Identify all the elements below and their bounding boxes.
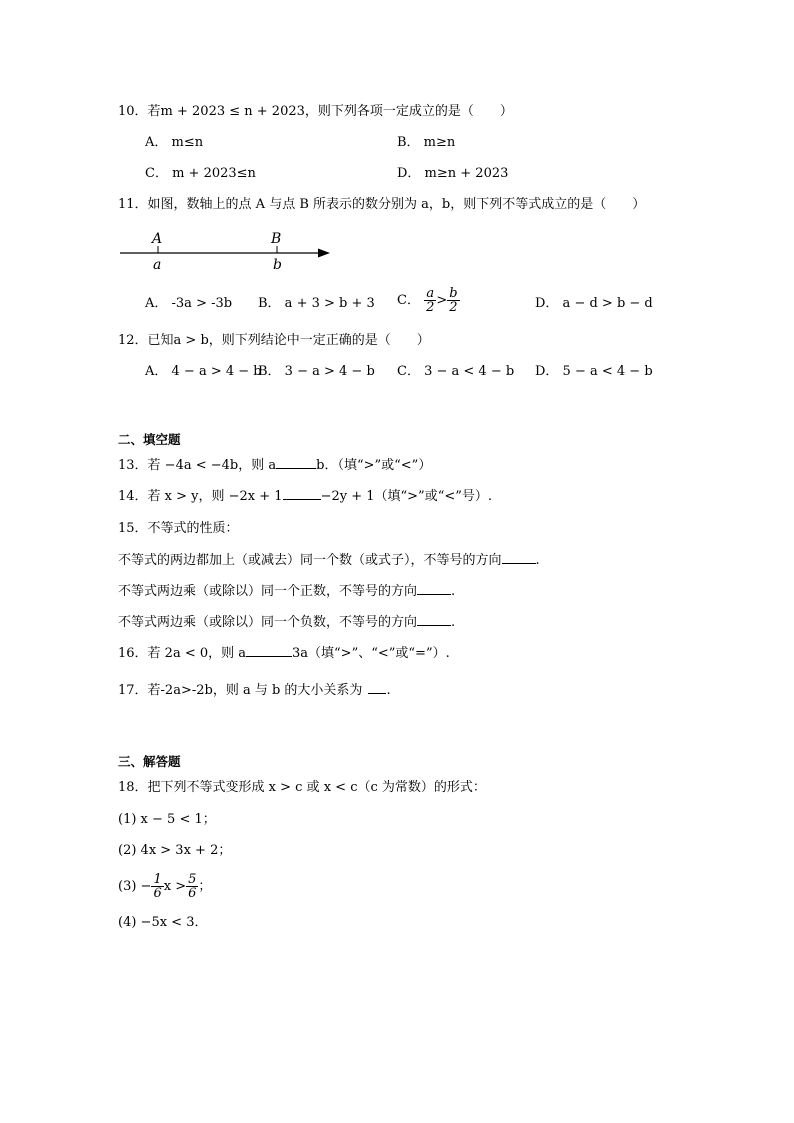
q17-text-before: 17．若-2a>-2b，则 a 与 b 的大小关系为 [118, 683, 363, 698]
q16 [118, 644, 450, 663]
q16-text-before: 16．若 2a < 0，则 a [118, 646, 247, 661]
q18-part-4: (4) −5x < 3． [118, 915, 208, 930]
q12-option-d: D． 5 − a < 4 − b [535, 364, 653, 379]
point-a-label: A [152, 231, 163, 247]
q15-line-1-text: 不等式的两边都加上（或减去）同一个数（或式子），不等号的方向 [118, 553, 502, 568]
value-b-label: b [273, 257, 282, 272]
period: . [451, 584, 456, 599]
q14-text-after: −2y + 1（填“>”或“<”号）. [320, 489, 493, 504]
fraction-numerator: b [449, 286, 458, 301]
q15-line-2-text: 不等式两边乘（或除以）同一个正数，不等号的方向 [118, 584, 418, 599]
q11-option-d: D． a − d > b − d [535, 296, 653, 311]
q17-text-after: . [386, 683, 391, 698]
fraction-denominator: 2 [449, 300, 458, 315]
q11-option-c-prefix: C． [397, 293, 420, 308]
fraction-five-sixths [186, 873, 198, 900]
fraction-denominator: 6 [153, 886, 162, 901]
q15-line-2 [118, 582, 455, 601]
fraction-a-over-2 [424, 287, 436, 314]
q18-part-3 [118, 873, 211, 900]
q15-blank-1[interactable] [502, 551, 536, 564]
q14-text-before: 14．若 x > y，则 −2x + 1 [118, 489, 283, 504]
period: . [451, 615, 456, 630]
section-fill-in-title: 二、填空题 [118, 432, 181, 447]
q13-text-before: 13．若 −4a < −4b，则 a [118, 458, 277, 473]
q14 [118, 487, 492, 506]
q15-line-3 [118, 613, 455, 632]
fraction-denominator: 6 [188, 886, 197, 901]
number-line-figure [118, 226, 338, 272]
q17-answer-blank[interactable] [368, 681, 386, 694]
q18-part-1: (1) x − 5 < 1； [118, 812, 216, 827]
q16-answer-blank[interactable] [246, 644, 292, 657]
q10-stem: 10．若m + 2023 ≤ n + 2023，则下列各项一定成立的是（ ） [118, 104, 513, 119]
q13 [118, 456, 431, 475]
q15-blank-3[interactable] [417, 613, 451, 626]
q10-option-d: D． m≥n + 2023 [397, 166, 509, 181]
q11-stem: 11．如图，数轴上的点 A 与点 B 所表示的数分别为 a，b，则下列不等式成立的是（ ） [118, 197, 646, 212]
q15-line-3-text: 不等式两边乘（或除以）同一个负数，不等号的方向 [118, 615, 418, 630]
fraction-numerator: a [424, 287, 436, 301]
greater-than-sign: > [436, 293, 448, 308]
fraction-numerator: 1 [153, 872, 162, 887]
q12-option-c: C． 3 − a < 4 − b [397, 364, 515, 379]
q10-option-c: C． m + 2023≤n [145, 166, 256, 181]
q13-answer-blank[interactable] [276, 456, 316, 469]
q18-part-3-prefix: (3) − [118, 879, 152, 894]
q12-option-a: A． 4 − a > 4 − b [145, 364, 262, 379]
q18-part-3-middle: x > [163, 879, 187, 894]
q13-text-after: b．（填“>”或“<”） [316, 458, 432, 473]
q12-option-b: B． 3 − a > 4 − b [258, 364, 375, 379]
q15-title: 15．不等式的性质： [118, 521, 239, 536]
number-line-arrow [318, 249, 330, 258]
point-b-label: B [271, 231, 282, 247]
q15-line-1 [118, 551, 540, 570]
q11-option-b: B． a + 3 > b + 3 [258, 296, 375, 311]
q18-part-2: (2) 4x > 3x + 2； [118, 843, 232, 858]
q15-blank-2[interactable] [417, 582, 451, 595]
q14-answer-blank[interactable] [283, 487, 321, 500]
q10-option-a: A． m≤n [145, 135, 204, 150]
fraction-numerator: 5 [188, 872, 197, 887]
q12-stem: 12．已知a > b，则下列结论中一定正确的是（ ） [118, 333, 430, 348]
fraction-b-over-2 [447, 287, 459, 314]
q18-stem: 18．把下列不等式变形成 x > c 或 x < c（c 为常数）的形式： [118, 780, 486, 795]
value-a-label: a [153, 257, 162, 272]
fraction-one-sixth [151, 873, 163, 900]
period: . [535, 553, 540, 568]
section-solve-title: 三、解答题 [118, 754, 181, 769]
q16-text-after: 3a（填“>”、“<”或“=”）. [292, 646, 450, 661]
q17 [118, 681, 391, 700]
fraction-denominator: 2 [426, 300, 435, 315]
q11-option-a: A． -3a > -3b [145, 296, 233, 311]
q10-option-b: B． m≥n [397, 135, 456, 150]
q11-option-c [397, 287, 460, 314]
q18-part-3-end: ； [198, 879, 212, 894]
